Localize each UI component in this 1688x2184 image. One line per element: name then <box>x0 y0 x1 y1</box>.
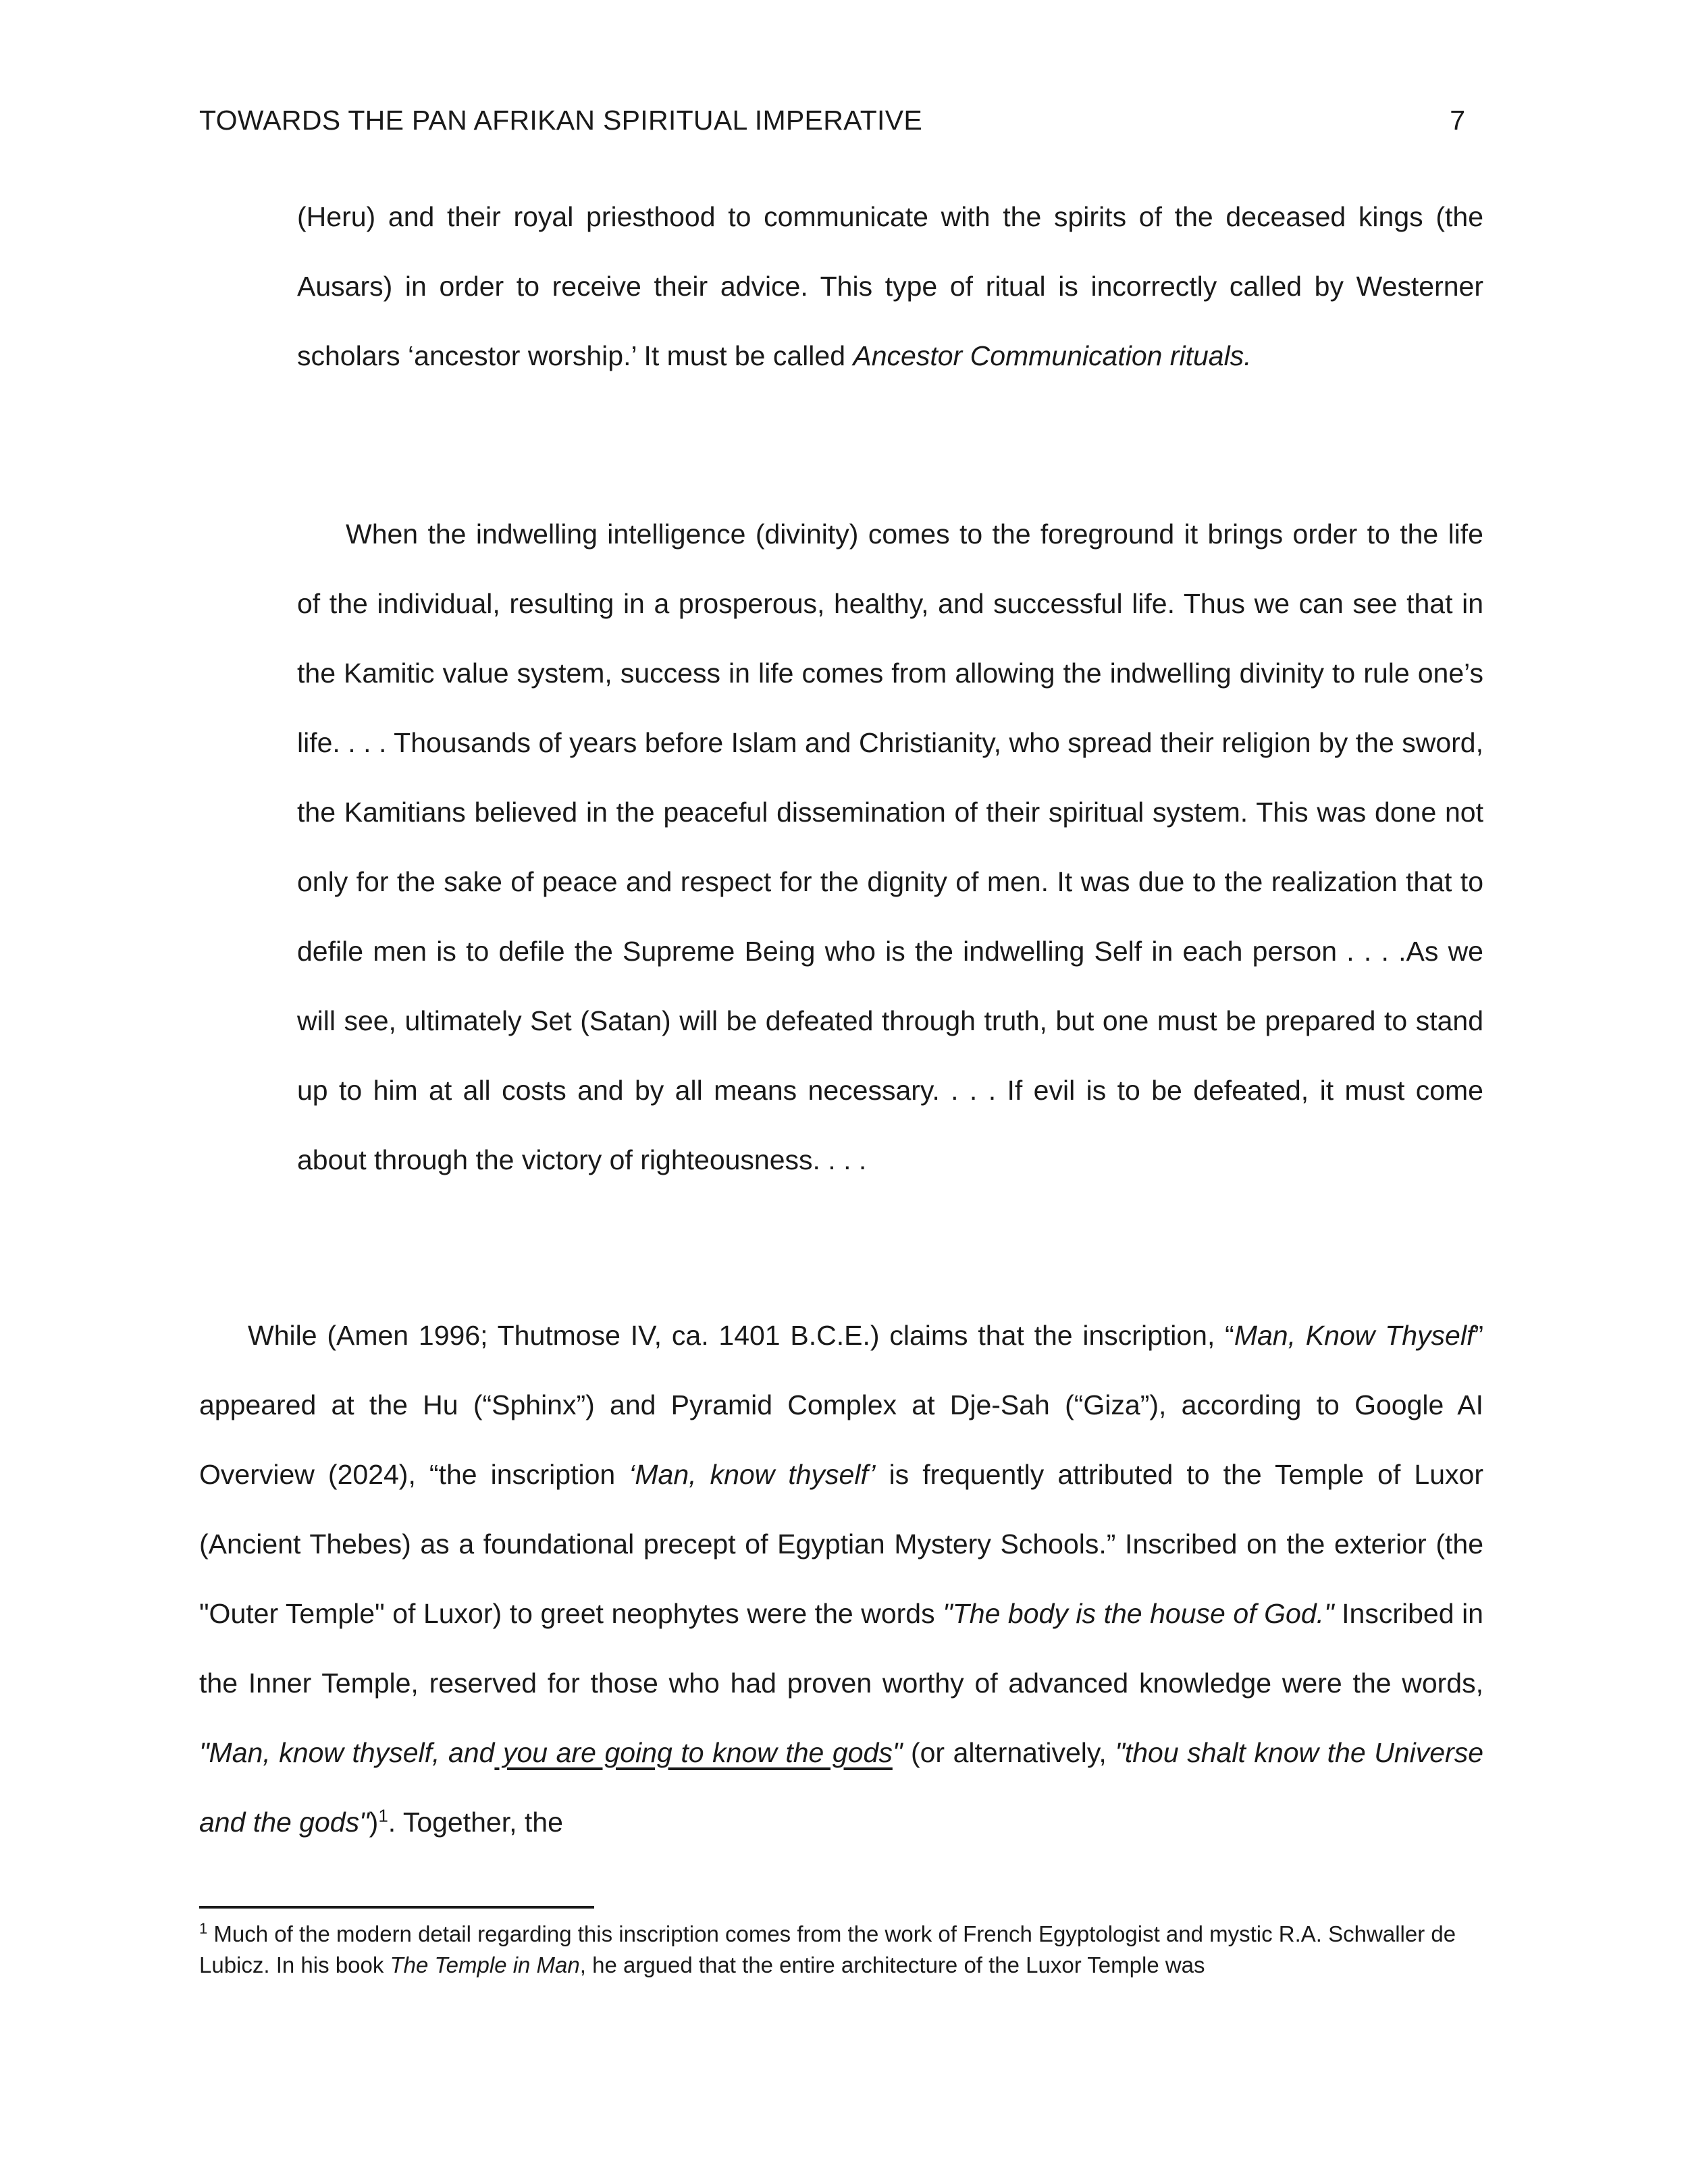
body-italic-1: Man, Know Thyself <box>1234 1320 1475 1351</box>
body-text-2: ” appeared at the Hu (“Sphinx”) and Pyramid Complex at Dje-Sah (“Giza”), according to Google AI Overview (2024), “the inscription <box>199 1320 1483 1490</box>
footnote-text-2: , he argued that the entire architecture of the Luxor Temple was <box>579 1952 1205 1977</box>
footnote-separator <box>199 1906 594 1909</box>
body-text-5: (or alternatively, <box>902 1737 1115 1768</box>
quote-p2-text: When the indwelling intelligence (divinity) comes to the foreground it brings order to the life of the individual, resulting in a prosperous, healthy, and successful life. Thus we can see that in the Kamitic value system, success in life comes from allowing the indwelling divinity to rule one’s life. . . . Thousands of years before Islam and Christianity, who spread their religion by the sword, the Kamitians believed in the peaceful dissemination of their spiritual system. This was done not only for the sake of peace and respect for the dignity of men. It was due to the realization that to defile men is to defile the Supreme Being who is the indwelling Self in each person . . . .As we will see, ultimately Set (Satan) will be defeated through truth, but one must be prepared to stand up to him at all costs and by all means necessary. . . . If evil is to be defeated, it must come about through the victory of righteousness. . . . <box>297 518 1483 1175</box>
body-text-5-close: ) <box>369 1807 379 1838</box>
body-paragraph <box>199 1301 1483 1857</box>
quote-p1-italic: Ancestor Communication rituals. <box>853 340 1252 371</box>
footnote-book-title: The Temple in Man <box>390 1952 580 1977</box>
page-number: 7 <box>1450 105 1465 136</box>
footnote-reference[interactable]: 1 <box>378 1805 388 1826</box>
quote-p1-text: (Heru) and their royal priesthood to communicate with the spirits of the deceased kings (the Ausars) in order to receive their advice. This type of ritual is incorrectly called by Westerner scholars ‘ancestor worship.’ It must be called <box>297 201 1483 371</box>
block-quote-paragraph-1 <box>297 182 1483 391</box>
header-title: TOWARDS THE PAN AFRIKAN SPIRITUAL IMPERATIVE <box>199 105 923 136</box>
body-italic-4-end: " <box>892 1737 903 1768</box>
body-italic-5: "thou shalt know the Universe and the gods" <box>199 1737 1484 1838</box>
body-italic-4: "Man, know thyself, and <box>199 1737 495 1768</box>
body-text-6: . Together, the <box>388 1807 563 1838</box>
body-italic-2: ‘Man, know thyself’ <box>629 1459 876 1490</box>
body-italic-3: "The body is the house of God." <box>943 1598 1334 1629</box>
footnote-text-1: Much of the modern detail regarding this inscription comes from the work of French Egyptologist and mystic R.A. Schwaller de Lubicz. In his book <box>199 1921 1456 1977</box>
body-underlined-phrase: you are going to know the gods <box>494 1737 893 1768</box>
body-text-1: While (Amen 1996; Thutmose IV, ca. 1401 B.C.E.) claims that the inscription, “ <box>248 1320 1234 1351</box>
footnote <box>199 1919 1483 1981</box>
body-text-3: is frequently attributed to the Temple of Luxor (Ancient Thebes) as a foundational precept of Egyptian Mystery Schools.” Inscribed on the exterior (the "Outer Temple" of Luxor) to greet neophytes were the words <box>199 1459 1483 1629</box>
footnote-marker: 1 <box>199 1920 208 1937</box>
body-text-4: Inscribed in the Inner Temple, reserved for those who had proven worthy of advanced knowledge were the words, <box>199 1598 1483 1699</box>
block-quote-paragraph-2 <box>297 500 1483 1195</box>
running-header <box>199 100 1465 140</box>
